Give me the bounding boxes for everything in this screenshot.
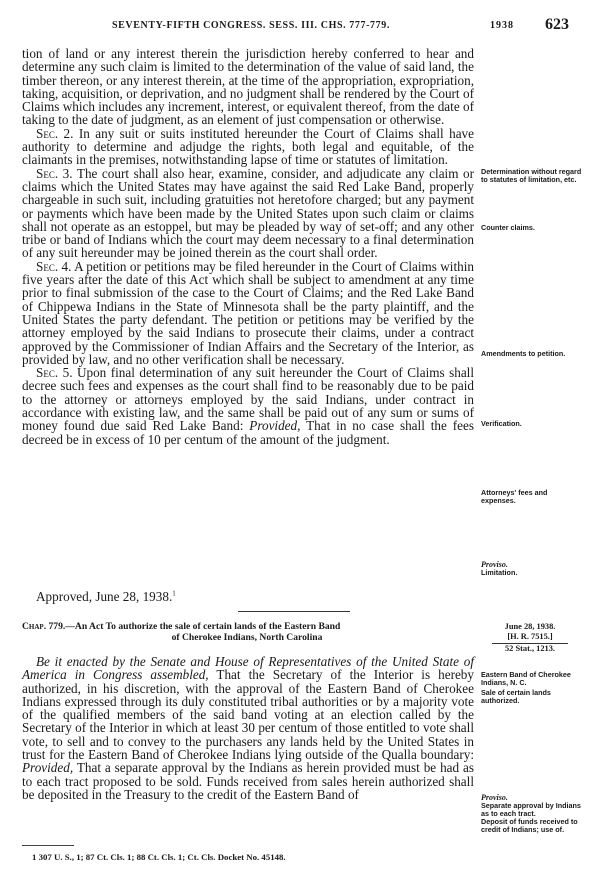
margin-note-proviso-1: Proviso. Limitation.	[481, 560, 518, 577]
margin-note-attorneys-fees: Attorneys' fees and expenses.	[481, 488, 548, 505]
chapter-title-a: —An Act To authorize the sale of certain lands of the Eastern Band	[65, 621, 341, 632]
chapter-title-b: of Cherokee Indians, North Carolina	[171, 632, 323, 643]
enact-provided: Provided,	[22, 760, 74, 776]
running-title: SEVENTY-FIFTH CONGRESS. SESS. III. CHS. 777-779.	[112, 20, 390, 31]
section-3-text: The court shall also hear, examine, consider, and adjudicate any claim or claims which the United States may have against the said Red Lake Band, properly chargeable in such suit, including gratuities not heretofore charged; but any payment or payments which have been made by the United States upon such claim or claims shall not operate as an estoppel, but may be pleaded by way of set-off; and any other tribe or band of Indians which the court may deem necessary to a final determination of any suit hereunder may be joined therein as the court shall order.	[22, 165, 475, 261]
footnote: 1 307 U. S., 1; 87 Ct. Cls. 1; 88 Ct. Cls. 1; Ct. Cls. Docket No. 45148.	[32, 852, 286, 862]
section-2	[22, 127, 474, 167]
margin-note-counter-claims: Counter claims.	[481, 223, 535, 232]
running-header	[0, 16, 590, 36]
header-year: 1938	[490, 20, 514, 31]
section-5	[22, 366, 474, 446]
page-number: 623	[545, 16, 569, 33]
section-2-label: Sec. 2.	[36, 125, 74, 141]
chapter-heading	[22, 621, 472, 643]
margin-note-deposit: Deposit of funds received to credit of Indians; use of.	[481, 817, 578, 834]
section-4-label: Sec. 4.	[36, 258, 72, 274]
approved-line: Approved, June 28, 1938.$^1$	[36, 589, 176, 604]
section-4	[22, 260, 474, 366]
footnote-rule	[22, 845, 74, 846]
enactment-date: June 28, 1938.	[504, 622, 556, 631]
paragraph-continuation: tion of land or any interest therein the jurisdiction hereby conferred to hear and determine any such claim is limited to the determination of the value of said land, the timber thereon, or any interest therein, at the time of the appropriation, expropriation, taking, acquisition, or deprivation, and no judgment shall be rendered by the Court of Claims which includes any increment, interest, or equivalent thereof, from the date of taking to the date of judgment, as an element of just compensation or otherwise.	[22, 46, 474, 128]
section-5-text-b: That in no case shall the fees decreed be in excess of 10 per centum of the amount of the judgment.	[22, 418, 474, 447]
stat-citation: 52 Stat., 1213.	[504, 644, 556, 653]
enacting-paragraph	[22, 655, 474, 801]
section-2-text: In any suit or suits instituted hereunder the Court of Claims shall have authority to determine and adjudge the rights, both legal and equitable, of the claimants in the premises, notwithstanding lapse of time or statutes of limitation.	[22, 125, 475, 168]
act-body	[22, 655, 474, 801]
margin-note-limitation: Limitation.	[481, 568, 518, 577]
section-divider	[238, 611, 350, 612]
section-5-provided: Provided,	[249, 418, 301, 434]
section-3-label: Sec. 3.	[36, 165, 73, 181]
chapter-label: Chap. 779.	[22, 621, 66, 632]
section-4-text: A petition or petitions may be filed hereunder in the Court of Claims within five years after the date of this Act which shall be subject to amendment at any time prior to final submission of the case to the Court of Claims; and the Red Lake Band of Chippewa Indians in the State of Minnesota shall be the party plaintiff, and the United States the party defendant. The petition or petitions may be verified by the attorney employed by the said Indians to prosecute their claims, under a contract approved by the Commissioner of Indian Affairs and the Secretary of the Interior, as provided by law, and no other verification shall be necessary.	[22, 258, 474, 367]
footnote-ref: 1	[172, 589, 176, 598]
enactment-date-box	[484, 622, 576, 654]
enacting-clause: Be it enacted by the Senate and House of Representatives of the United State of America in Congress assembled,	[22, 654, 474, 683]
enact-text-a: That the Secretary of the Interior is hereby authorized, in his discretion, with the approval of the Eastern Band of Cherokee Indians expressed through its duly constituted tribal authorities or by a majority vote of the qualified members of the said band voting at an election called by the Secretary of the Interior in which at least 30 per centum of those entitled to vote shall vote, to sell and to convey to the purchasers any lands held by the United States in trust for the Eastern Band of Cherokee Indians lying outside of the Qualla boundary:	[22, 667, 474, 763]
margin-note-proviso-2: Proviso. Separate approval by Indians as to each tract. Deposit of funds received to credit of Indians; use of.	[481, 793, 581, 834]
enact-text-b: That a separate approval by the Indians as herein provided must be had as to each tract proposed to be sold. Funds received from sales herein authorized shall be deposited in the Treasury to the credit of the Eastern Band of	[22, 760, 474, 802]
section-5-text-a: Upon final determination of any suit hereunder the Court of Claims shall decree such fees and expenses as the court shall find to be reasonably due to be paid to the attorney or attorneys employed by the said Indians, under contract in accordance with existing law, and the same shall be paid out of any sum or sums of money found due said Red Lake Band:	[22, 365, 475, 434]
section-3	[22, 167, 474, 260]
margin-note-sale: Sale of certain lands authorized.	[481, 688, 551, 705]
margin-note-eastern-band: Eastern Band of Cherokee Indians, N. C.	[481, 670, 571, 687]
margin-note-separate-approval: Separate approval by Indians as to each tract.	[481, 801, 581, 818]
statute-text-top	[22, 47, 474, 446]
margin-note-amendments: Amendments to petition.	[481, 349, 566, 358]
margin-note-verification: Verification.	[481, 419, 522, 428]
margin-note-determination: Determination without regard to statutes of limitation, etc.	[481, 167, 582, 184]
bill-number: [H. R. 7515.]	[507, 632, 553, 641]
section-5-label: Sec. 5.	[36, 365, 73, 381]
